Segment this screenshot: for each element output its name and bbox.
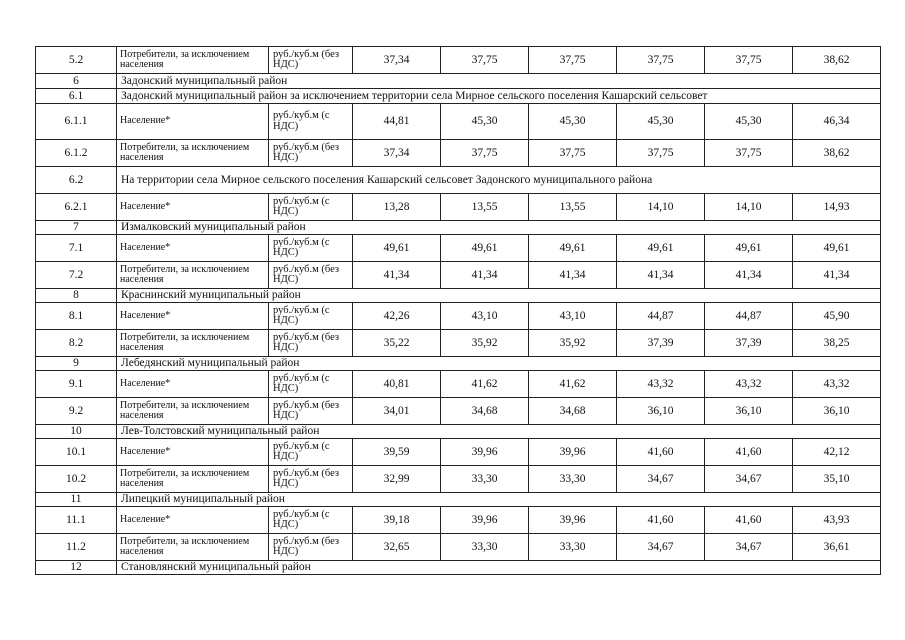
section-row	[36, 221, 881, 235]
unit-of-measure: руб./куб.м (с НДС)	[269, 507, 353, 534]
tariff-value: 49,61	[705, 235, 793, 262]
tariff-value: 44,87	[617, 303, 705, 330]
tariff-value: 37,75	[705, 140, 793, 167]
unit-of-measure: руб./куб.м (без НДС)	[269, 47, 353, 74]
consumer-category: Потребители, за исключением населения	[117, 534, 269, 561]
tariff-value: 37,75	[441, 140, 529, 167]
section-row	[36, 289, 881, 303]
row-number: 8.2	[36, 330, 117, 357]
row-number: 6.1	[36, 89, 117, 104]
row-number: 6.1.2	[36, 140, 117, 167]
row-number: 9.2	[36, 398, 117, 425]
unit-of-measure: руб./куб.м (с НДС)	[269, 194, 353, 221]
row-number: 6.2	[36, 167, 117, 194]
tariff-value: 32,65	[353, 534, 441, 561]
row-number: 10.1	[36, 439, 117, 466]
section-title: Краснинский муниципальный район	[117, 289, 881, 303]
tariff-value: 43,32	[705, 371, 793, 398]
section-row	[36, 357, 881, 371]
tariff-value: 43,10	[529, 303, 617, 330]
tariff-value: 38,25	[793, 330, 881, 357]
tariff-value: 35,92	[529, 330, 617, 357]
tariff-value: 39,96	[529, 507, 617, 534]
section-row	[36, 493, 881, 507]
row-number: 11.2	[36, 534, 117, 561]
section-title: Лебедянский муниципальный район	[117, 357, 881, 371]
section-title: Измалковский муниципальный район	[117, 221, 881, 235]
unit-of-measure: руб./куб.м (без НДС)	[269, 398, 353, 425]
tariff-value: 49,61	[353, 235, 441, 262]
table-row	[36, 439, 881, 466]
row-number: 9.1	[36, 371, 117, 398]
section-row	[36, 561, 881, 575]
tariff-value: 43,32	[793, 371, 881, 398]
table-row	[36, 371, 881, 398]
tariff-value: 32,99	[353, 466, 441, 493]
tariff-value: 46,34	[793, 104, 881, 140]
tariff-value: 39,96	[441, 439, 529, 466]
tariff-value: 41,34	[441, 262, 529, 289]
tariff-value: 37,75	[529, 47, 617, 74]
row-number: 7	[36, 221, 117, 235]
unit-of-measure: руб./куб.м (с НДС)	[269, 104, 353, 140]
table-row	[36, 303, 881, 330]
tariff-value: 33,30	[529, 466, 617, 493]
table-row	[36, 507, 881, 534]
row-number: 11.1	[36, 507, 117, 534]
unit-of-measure: руб./куб.м (без НДС)	[269, 466, 353, 493]
tariff-value: 39,59	[353, 439, 441, 466]
tariff-value: 49,61	[441, 235, 529, 262]
consumer-category: Население*	[117, 439, 269, 466]
tariff-value: 41,34	[617, 262, 705, 289]
row-number: 10	[36, 425, 117, 439]
section-title: Липецкий муниципальный район	[117, 493, 881, 507]
unit-of-measure: руб./куб.м (без НДС)	[269, 534, 353, 561]
unit-of-measure: руб./куб.м (без НДС)	[269, 330, 353, 357]
table-row	[36, 330, 881, 357]
tariff-table-body	[36, 47, 881, 575]
tariff-value: 37,39	[617, 330, 705, 357]
tariff-value: 36,10	[617, 398, 705, 425]
tariff-value: 34,01	[353, 398, 441, 425]
tariff-value: 44,81	[353, 104, 441, 140]
row-number: 6	[36, 74, 117, 89]
consumer-category: Потребители, за исключением населения	[117, 330, 269, 357]
tariff-value: 37,75	[529, 140, 617, 167]
tariff-value: 49,61	[529, 235, 617, 262]
tariff-value: 34,68	[529, 398, 617, 425]
tariff-value: 49,61	[617, 235, 705, 262]
table-row	[36, 466, 881, 493]
table-row	[36, 534, 881, 561]
tariff-value: 38,62	[793, 140, 881, 167]
tariff-value: 41,34	[353, 262, 441, 289]
tariff-value: 34,67	[705, 534, 793, 561]
tariff-value: 38,62	[793, 47, 881, 74]
section-title: Лев-Толстовский муниципальный район	[117, 425, 881, 439]
tariff-value: 43,93	[793, 507, 881, 534]
unit-of-measure: руб./куб.м (без НДС)	[269, 262, 353, 289]
tariff-value: 45,30	[705, 104, 793, 140]
tariff-value: 37,75	[617, 47, 705, 74]
tariff-value: 34,67	[705, 466, 793, 493]
tariff-value: 34,67	[617, 466, 705, 493]
tariff-value: 37,34	[353, 47, 441, 74]
section-title: Задонский муниципальный район за исключением территории села Мирное сельского поселения Кашарский сельсовет	[117, 89, 881, 104]
tariff-value: 35,10	[793, 466, 881, 493]
tariff-value: 33,30	[441, 534, 529, 561]
tariff-value: 13,55	[529, 194, 617, 221]
unit-of-measure: руб./куб.м (без НДС)	[269, 140, 353, 167]
consumer-category: Население*	[117, 194, 269, 221]
section-title: Задонский муниципальный район	[117, 74, 881, 89]
tariff-value: 49,61	[793, 235, 881, 262]
consumer-category: Население*	[117, 104, 269, 140]
section-title: Становлянский муниципальный район	[117, 561, 881, 575]
row-number: 7.1	[36, 235, 117, 262]
tariff-value: 41,60	[705, 507, 793, 534]
tariff-value: 36,10	[793, 398, 881, 425]
row-number: 7.2	[36, 262, 117, 289]
tariff-value: 41,34	[529, 262, 617, 289]
section-row	[36, 425, 881, 439]
unit-of-measure: руб./куб.м (с НДС)	[269, 303, 353, 330]
tariff-value: 33,30	[441, 466, 529, 493]
tariff-value: 34,68	[441, 398, 529, 425]
row-number: 6.2.1	[36, 194, 117, 221]
unit-of-measure: руб./куб.м (с НДС)	[269, 235, 353, 262]
tariff-value: 35,92	[441, 330, 529, 357]
tariff-value: 37,75	[441, 47, 529, 74]
tariff-value: 37,34	[353, 140, 441, 167]
tariff-value: 13,55	[441, 194, 529, 221]
tariff-value: 41,34	[793, 262, 881, 289]
tariff-value: 45,30	[617, 104, 705, 140]
consumer-category: Потребители, за исключением населения	[117, 140, 269, 167]
table-row	[36, 194, 881, 221]
consumer-category: Население*	[117, 303, 269, 330]
tariff-value: 41,60	[617, 439, 705, 466]
consumer-category: Население*	[117, 235, 269, 262]
tariff-value: 14,10	[617, 194, 705, 221]
tariff-value: 39,96	[441, 507, 529, 534]
tariff-value: 43,10	[441, 303, 529, 330]
tariff-value: 45,90	[793, 303, 881, 330]
row-number: 8.1	[36, 303, 117, 330]
tariff-value: 39,96	[529, 439, 617, 466]
tariff-value: 36,10	[705, 398, 793, 425]
row-number: 9	[36, 357, 117, 371]
tariff-table	[35, 46, 881, 575]
section-row	[36, 89, 881, 104]
row-number: 11	[36, 493, 117, 507]
consumer-category: Потребители, за исключением населения	[117, 47, 269, 74]
section-title: На территории села Мирное сельского поселения Кашарский сельсовет Задонского муниципального района	[117, 167, 881, 194]
table-row	[36, 398, 881, 425]
section-row	[36, 74, 881, 89]
tariff-value: 37,75	[617, 140, 705, 167]
tariff-value: 36,61	[793, 534, 881, 561]
tariff-value: 37,39	[705, 330, 793, 357]
tariff-value: 41,60	[705, 439, 793, 466]
tariff-value: 45,30	[529, 104, 617, 140]
tariff-value: 39,18	[353, 507, 441, 534]
table-row	[36, 47, 881, 74]
section-row	[36, 167, 881, 194]
tariff-value: 34,67	[617, 534, 705, 561]
table-row	[36, 235, 881, 262]
tariff-value: 40,81	[353, 371, 441, 398]
consumer-category: Население*	[117, 371, 269, 398]
consumer-category: Потребители, за исключением населения	[117, 466, 269, 493]
consumer-category: Население*	[117, 507, 269, 534]
table-row	[36, 262, 881, 289]
tariff-value: 14,93	[793, 194, 881, 221]
row-number: 5.2	[36, 47, 117, 74]
tariff-value: 41,62	[529, 371, 617, 398]
consumer-category: Потребители, за исключением населения	[117, 262, 269, 289]
tariff-value: 43,32	[617, 371, 705, 398]
tariff-value: 14,10	[705, 194, 793, 221]
unit-of-measure: руб./куб.м (с НДС)	[269, 439, 353, 466]
tariff-value: 44,87	[705, 303, 793, 330]
table-row	[36, 140, 881, 167]
tariff-value: 41,60	[617, 507, 705, 534]
tariff-value: 42,12	[793, 439, 881, 466]
row-number: 12	[36, 561, 117, 575]
tariff-value: 42,26	[353, 303, 441, 330]
tariff-value: 41,62	[441, 371, 529, 398]
table-row	[36, 104, 881, 140]
tariff-value: 35,22	[353, 330, 441, 357]
row-number: 8	[36, 289, 117, 303]
consumer-category: Потребители, за исключением населения	[117, 398, 269, 425]
unit-of-measure: руб./куб.м (с НДС)	[269, 371, 353, 398]
tariff-value: 37,75	[705, 47, 793, 74]
row-number: 10.2	[36, 466, 117, 493]
tariff-value: 45,30	[441, 104, 529, 140]
tariff-value: 41,34	[705, 262, 793, 289]
tariff-value: 33,30	[529, 534, 617, 561]
row-number: 6.1.1	[36, 104, 117, 140]
tariff-value: 13,28	[353, 194, 441, 221]
